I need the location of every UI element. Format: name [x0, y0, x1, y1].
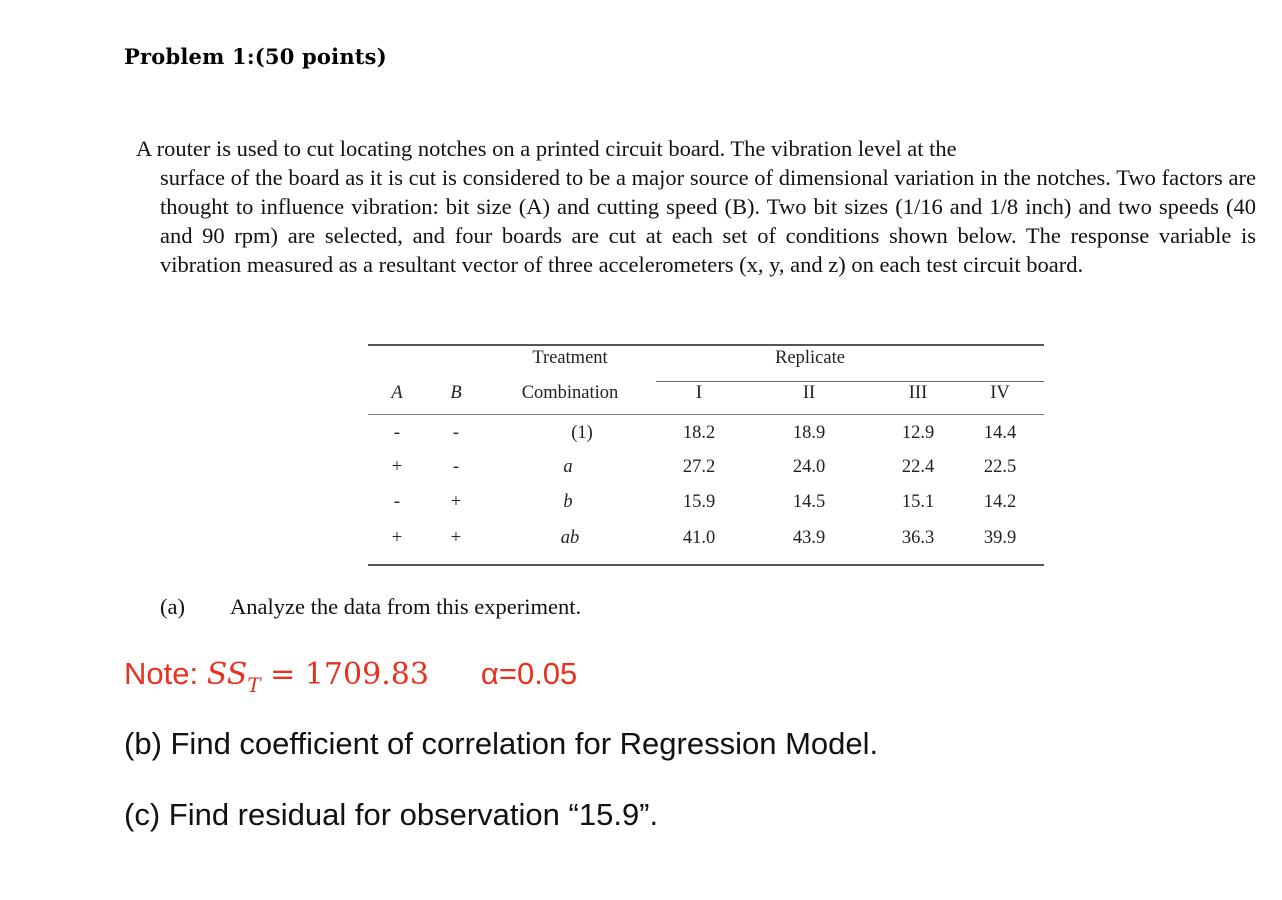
table-cell-value: 43.9 — [792, 528, 826, 548]
table-cell-b: - — [452, 457, 460, 477]
part-a — [160, 594, 581, 620]
ss-symbol: SS — [206, 657, 248, 692]
replicate-rule — [656, 381, 1044, 382]
table-cell-value: 14.2 — [983, 492, 1017, 512]
alpha-value: α=0.05 — [480, 656, 578, 691]
data-table — [368, 344, 1044, 566]
header-rep-2: II — [802, 383, 816, 403]
header-col-a: A — [391, 383, 403, 403]
header-treatment: Treatment — [532, 348, 608, 368]
table-cell-combo: (1) — [571, 423, 593, 443]
header-rep-1: I — [695, 383, 703, 403]
table-cell-value: 27.2 — [682, 457, 716, 477]
header-replicate: Replicate — [775, 348, 845, 368]
table-header-rule — [368, 414, 1044, 415]
part-a-text: Analyze the data from this experiment. — [230, 594, 582, 619]
table-cell-b: + — [450, 492, 462, 512]
table-cell-value: 12.9 — [901, 423, 935, 443]
header-col-b: B — [450, 383, 462, 403]
table-bottom-rule — [368, 564, 1044, 566]
table-cell-a: + — [391, 528, 403, 548]
table-cell-a: + — [391, 457, 403, 477]
problem-statement — [136, 134, 1256, 279]
ss-total-expression — [206, 657, 429, 697]
table-cell-value: 39.9 — [983, 528, 1017, 548]
table-cell-value: 14.4 — [983, 423, 1017, 443]
table-cell-value: 18.9 — [792, 423, 826, 443]
table-cell-b: - — [452, 423, 460, 443]
table-cell-b: + — [450, 528, 462, 548]
table-cell-combo: b — [563, 492, 573, 512]
table-cell-combo: ab — [560, 528, 580, 548]
table-cell-value: 36.3 — [901, 528, 935, 548]
header-rep-3: III — [908, 383, 928, 403]
table-cell-a: - — [393, 492, 401, 512]
table-cell-combo: a — [563, 457, 573, 477]
table-cell-value: 22.4 — [901, 457, 935, 477]
problem-title: Problem 1:(50 points) — [124, 44, 387, 69]
table-cell-value: 22.5 — [983, 457, 1017, 477]
statement-body: surface of the board as it is cut is considered to be a major source of dimensional variation in the notches. Two factors are thought to influence vibration: bit size (A) and cutting speed (B). Two bit sizes (1/16 and 1/8 inch) and two speeds (40 and 90 rpm) are selected, and four boards are cut at each set of conditions shown below. The response variable is vibration measured as a resultant vector of three accelerometers (x, y, and z) on each test circuit board. — [160, 165, 1256, 277]
table-cell-value: 15.9 — [682, 492, 716, 512]
ss-subscript: T — [247, 673, 261, 697]
table-top-rule — [368, 344, 1044, 346]
table-cell-value: 14.5 — [792, 492, 826, 512]
table-cell-value: 41.0 — [682, 528, 716, 548]
table-cell-value: 24.0 — [792, 457, 826, 477]
statement-first-line: A router is used to cut locating notches on a printed circuit board. The vibration level at the — [136, 136, 957, 161]
part-a-label: (a) — [160, 594, 185, 619]
ss-value: = 1709.83 — [260, 657, 429, 692]
part-b: (b) Find coefficient of correlation for Regression Model. — [124, 726, 879, 761]
header-rep-4: IV — [990, 383, 1010, 403]
table-cell-value: 15.1 — [901, 492, 935, 512]
note-prefix: Note: — [124, 656, 207, 691]
table-cell-value: 18.2 — [682, 423, 716, 443]
note-line — [124, 656, 578, 697]
header-combination: Combination — [521, 383, 619, 403]
part-c: (c) Find residual for observation “15.9”. — [124, 797, 659, 832]
table-cell-a: - — [393, 423, 401, 443]
